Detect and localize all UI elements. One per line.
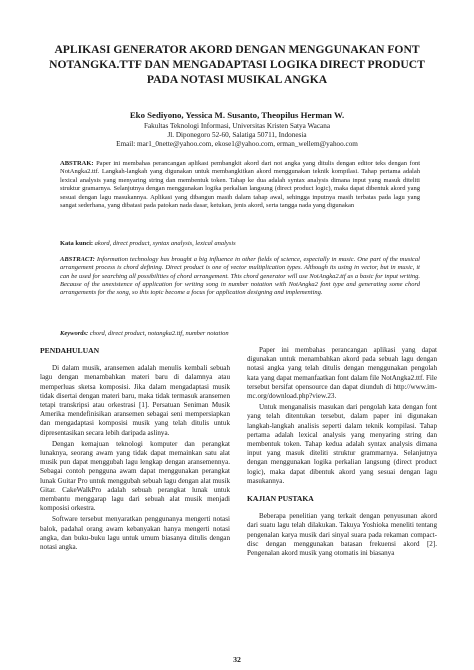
left-paragraph-2: Dengan kemajuan teknologi komputer dan perangkat lunaknya, seorang awam yang tidak dapat memainkan satu alat musik pun dapat menggubah lagu lengkap dengan aransemennya. Sebagai contoh pengguna awam dapat menggunakan perangkat lunak Guitar Pro untuk menggubah sebuah lagu dengan alat musik Gitar. CakeWalkPro adalah sebuah perangkat lunak untuk membantu menggarap lagu dari sebuah alat musik menjadi komposisi orkestra. (40, 439, 230, 513)
paper-title (40, 42, 434, 87)
affiliation (40, 122, 434, 149)
left-column (40, 346, 230, 554)
kata-kunci-text: akord, direct product, syntax analysis, lexical analysis (94, 240, 236, 247)
right-paragraph-2: Untuk menganalisis masukan dari pengolah kata dengan font yang telah ditentukan tersebut, dalam paper ini digunakan langkah-langkah analisis seperti dalam teknik kompilasi. Tahap pertama adalah lexical analysis yang menyaring string dan membentuk token. Tahap kedua adalah syntax analysis dimana input yang masuk diteliti struktur grammarnya. Selanjutnya dengan menggunakan logika perkalian langsung (direct product logic), maka dapat dibentuk akord yang sesuai dengan lagu masukannya. (247, 403, 437, 485)
abstrak-text: Paper ini membahas perancangan aplikasi pembangkit akord dari not angka yang ditulis dengan editor teks dengan font NotAngka2.ttf. Langkah-langkah yang digunakan untuk membangkitkan akord menggunakan teknik kompilasi. Tahap pertama adalah lexical analysis yang menyaring string dan membentuk token. Tahap ke dua adalah syntax analysis dimana input yang masuk diteliti struktur gramarnya. Selanjutnya dengan menggunakan logika perkalian langsung (direct product logic), maka dapat dibentuk akord yang sesuai dengan lagu masukannya. Aplikasi yang dibangun masih dalam tahap awal, sehingga inputnya masih terbatas pada lagu yang sangat sederhana, yang dibatasi pada patokan nada dasar, ketukan, jenis akord, serta tangga nada yang digunakan (60, 160, 420, 210)
title-line-3: PADA NOTASI MUSIKAL ANGKA (146, 73, 328, 86)
left-paragraph-3: Software tersebut menyaratkan penggunanya mengerti notasi balok, padahal orang awam kebanyakan hanya mengerti notasi angka, dan buku-buku lagu untuk umum biasanya ditulis dengan notasi angka. (40, 515, 230, 552)
abstrak-label: ABSTRAK: (60, 160, 94, 167)
right-paragraph-1: Paper ini membahas perancangan aplikasi yang dapat digunakan untuk menambahkan akord pada sebuah lagu dengan notasi angka yang telah ditulis dengan menggunakan pengolah kata yang dapat memanfaatkan font dalam file NotAngka2.ttf. File tersebut bersifat opensource dan dapat diunduh di http://www.im-mc.org/download.php?view.23. (247, 346, 437, 401)
affiliation-email: Email: mar1_0nette@yahoo.com, ekose1@yahoo.com, erman_wellem@yahoo.com (116, 140, 358, 148)
abstract-label: ABSTRACT: (60, 256, 95, 263)
section-heading-kajian-pustaka: KAJIAN PUSTAKA (247, 494, 314, 504)
authors: Eko Sediyono, Yessica M. Susanto, Theopilus Herman W. (129, 110, 345, 120)
kata-kunci (60, 240, 420, 248)
keywords (60, 330, 420, 338)
section-heading-pendahuluan: PENDAHULUAN (40, 346, 100, 355)
abstract-block (60, 256, 420, 297)
page-number: 32 (233, 655, 241, 664)
keywords-text: chord, direct product, notangka2.ttf, number notation (89, 330, 229, 337)
kata-kunci-label: Kata kunci: (60, 240, 94, 247)
keywords-label: Keywords: (60, 330, 89, 337)
right-column (247, 346, 437, 560)
title-line-2: NOTANGKA.TTF DAN MENGADAPTASI LOGIKA DIRECT PRODUCT (49, 58, 425, 71)
right-paragraph-3: Beberapa penelitian yang terkait dengan penyusunan akord dari suatu lagu telah dilakukan. Takuya Yoshioka meneliti tentang pengenalan karya musik dari sinyal suara pada rekaman compact-disc dengan menggunakan batasan frekuensi akord [2]. Pengenalan akord musik yang otomatis ini biasanya (247, 512, 437, 558)
title-line-1: APLIKASI GENERATOR AKORD DENGAN MENGGUNAKAN FONT (54, 43, 420, 56)
affiliation-address: Jl. Diponegoro 52-60, Salatiga 50711, Indonesia (167, 131, 307, 139)
affiliation-faculty: Fakultas Teknologi Informasi, Universitas Kristen Satya Wacana (143, 122, 331, 130)
abstrak-block (60, 160, 420, 210)
abstract-text: Information technology has brought a big influence in other fields of science, especially in music. One part of the musical arrangement process is chord defining. Direct product is one of vector multiplication types. Although its using in vector, but in music, it can be used for searching all possibilities of chord arrangement. This chord generator will use NotAngka2.ttf as a basic for input writing. Because of the unexistence of application for writing song in number notation with NotAngka2 font type and generating some chord arrangements for the song, so this topic become a focus for application designing and implementing. (60, 256, 420, 297)
left-paragraph-1: Di dalam musik, aransemen adalah menulis kembali sebuah lagu dengan menambahkan materi baru di dalamnya atau memperluas sketsa komposisi. Jika dalam mengadaptasi musik tidak disertai dengan materi baru, maka tidak termasuk aransemen tetapi transkripsi atau orkestrasi [1]. Persatuan Seniman Musik Amerika mendefinisikan aransemen sebagai seni mempersiapkan dan mengadaptasi komposisi musik yang telah ditulis untuk dipresentasikan secara lebih daripada aslinya. (40, 364, 230, 437)
